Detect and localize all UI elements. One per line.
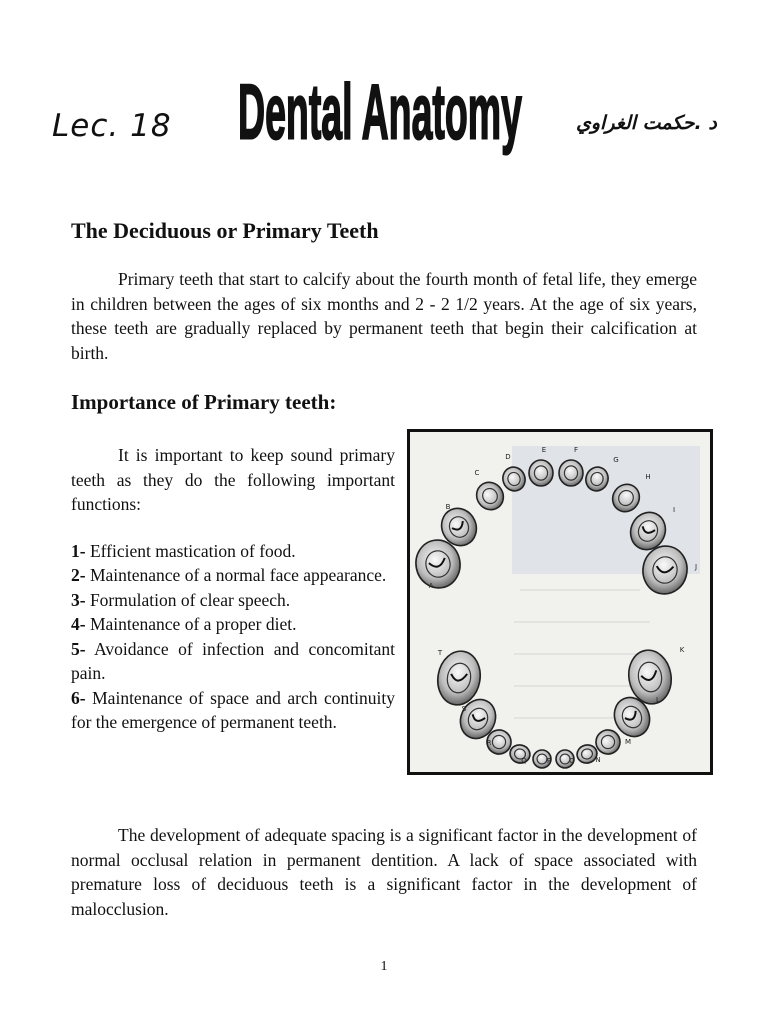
function-item (71, 563, 395, 588)
function-text: Formulation of clear speech. (89, 589, 291, 610)
upper-tooth-label: H (645, 473, 651, 481)
function-item (71, 637, 395, 686)
upper-tooth-label: I (672, 506, 676, 514)
upper-tooth-label: C (474, 469, 480, 477)
lower-tooth-label: N (595, 756, 601, 764)
function-text: Maintenance of a normal face appearance. (89, 565, 387, 585)
function-item (71, 612, 395, 637)
function-item (71, 686, 395, 735)
upper-tooth-label: E (541, 446, 547, 454)
lower-tooth-label: R (486, 739, 492, 747)
lower-tooth-label: Q (521, 757, 527, 765)
function-text: Maintenance of a proper diet. (89, 614, 297, 634)
upper-tooth-label: F (573, 446, 579, 454)
author-name: د .حكمت الغراوي (576, 112, 717, 134)
function-text: Maintenance of space and arch continuity for the emergence of permanent teeth. (71, 687, 396, 732)
lecture-number: Lec. 18 (52, 108, 172, 144)
upper-tooth-label: A (428, 582, 434, 590)
page-number: 1 (380, 959, 388, 974)
lower-tooth-label: T (437, 649, 443, 657)
upper-tooth (529, 460, 553, 486)
lower-tooth-label: S (461, 705, 467, 713)
function-number: 3- (71, 589, 86, 610)
function-item (71, 588, 395, 613)
section-heading-deciduous: The Deciduous or Primary Teeth (71, 218, 379, 243)
upper-tooth-label: J (694, 563, 698, 571)
function-number: 6- (71, 687, 86, 708)
dental-arch-illustration (410, 432, 710, 772)
upper-tooth (559, 460, 583, 486)
document-title-text: Dental Anatomy (238, 67, 523, 156)
document-title (232, 68, 528, 164)
upper-tooth-label: G (613, 456, 619, 464)
functions-intro: It is important to keep sound primary teeth as they do the following important functions: (71, 445, 395, 514)
dental-arch-figure (407, 429, 713, 775)
function-number: 1- (71, 540, 86, 561)
function-number: 4- (71, 614, 86, 634)
lower-tooth-label: P (546, 757, 552, 765)
upper-tooth-label: B (445, 503, 451, 511)
lower-tooth-label: O (569, 757, 575, 765)
function-item (71, 539, 395, 564)
functions-column (71, 443, 395, 735)
function-number: 2- (71, 565, 86, 585)
lower-tooth-label: K (679, 646, 685, 654)
intro-paragraph: Primary teeth that start to calcify about the fourth month of fetal life, they emerge in children between the ages of six months and 2 - 2 1/2 years. At the age of six years, these teeth are gradually replaced by permanent teeth that begin their calcification at birth. (71, 269, 697, 363)
lower-tooth-label: M (624, 738, 632, 746)
function-text: Avoidance of infection and concomitant pain. (71, 638, 396, 683)
lower-tooth-label: L (656, 696, 660, 704)
function-number: 5- (71, 638, 86, 659)
upper-tooth-label: D (505, 453, 511, 461)
function-text: Efficient mastication of food. (89, 540, 296, 561)
section-heading-importance: Importance of Primary teeth: (71, 390, 337, 414)
spacing-paragraph: The development of adequate spacing is a significant factor in the development of normal occlusal relation in permanent dentition. A lack of space associated with premature loss of deciduous teeth is a significant factor in the development of malocclusion. (71, 825, 697, 919)
